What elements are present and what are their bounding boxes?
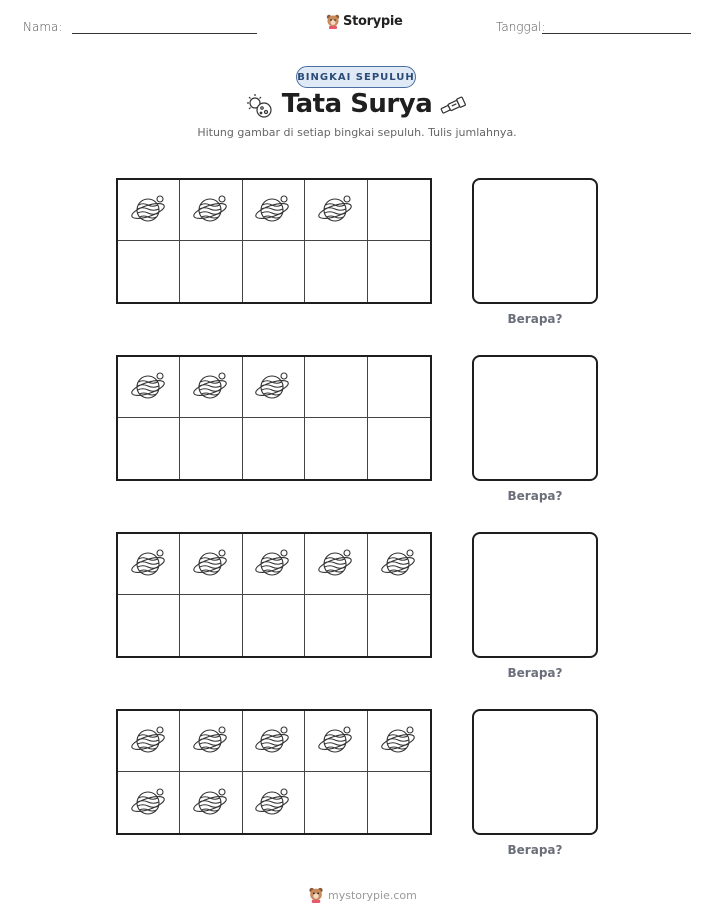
planet-icon (379, 724, 419, 758)
worksheet-badge: BINGKAI SEPULUH (296, 66, 416, 88)
telescope-icon (438, 95, 470, 117)
frame-cell (305, 711, 367, 772)
planet-icon (316, 547, 356, 581)
planet-icon (191, 547, 231, 581)
question-label-4: Berapa? (507, 843, 563, 857)
planet-icon (253, 786, 293, 820)
planet-icon (253, 370, 293, 404)
frame-cell (180, 772, 242, 833)
frame-cell (305, 357, 367, 418)
footer (308, 887, 417, 903)
answer-box-2[interactable] (472, 355, 598, 481)
frame-cell (305, 595, 367, 656)
instructions: Hitung gambar di setiap bingkai sepuluh. Tulis jumlahnya. (197, 126, 517, 139)
planet-icon (316, 724, 356, 758)
planet-icon (379, 547, 419, 581)
planet-icon (316, 193, 356, 227)
frame-cell (243, 180, 305, 241)
footer-url: mystorypie.com (328, 888, 417, 902)
frame-cell (118, 180, 180, 241)
frame-cell (243, 711, 305, 772)
answer-box-3[interactable] (472, 532, 598, 658)
frame-cell (243, 241, 305, 302)
frame-cell (180, 534, 242, 595)
frame-cell (368, 418, 430, 479)
planet-icon (191, 370, 231, 404)
frame-cell (180, 357, 242, 418)
planet-icon (129, 724, 169, 758)
planet-icon (129, 786, 169, 820)
frame-cell (305, 772, 367, 833)
page-title: Tata Surya (281, 89, 433, 119)
question-label-2: Berapa? (507, 489, 563, 503)
planet-icon (191, 193, 231, 227)
frame-cell (368, 241, 430, 302)
frame-cell (118, 418, 180, 479)
question-label-3: Berapa? (507, 666, 563, 680)
frame-cell (180, 241, 242, 302)
frame-cell (180, 595, 242, 656)
frame-cell (368, 357, 430, 418)
storypie-logo (326, 14, 403, 29)
planet-icon (253, 724, 293, 758)
frame-cell (368, 534, 430, 595)
frame-cell (243, 772, 305, 833)
frame-cell (118, 241, 180, 302)
frame-cell (368, 711, 430, 772)
bear-icon (308, 887, 324, 903)
brand-name: Storypie (343, 14, 403, 29)
frame-cell (118, 711, 180, 772)
frame-cell (118, 357, 180, 418)
answer-box-4[interactable] (472, 709, 598, 835)
answer-box-1[interactable] (472, 178, 598, 304)
frame-cell (243, 357, 305, 418)
frame-cell (118, 595, 180, 656)
frame-cell (305, 241, 367, 302)
frame-cell (118, 772, 180, 833)
planet-icon (191, 724, 231, 758)
frame-cell (243, 418, 305, 479)
ten-frame-2 (116, 355, 432, 481)
planet-icon (129, 547, 169, 581)
frame-cell (368, 180, 430, 241)
ten-frame-4 (116, 709, 432, 835)
ten-frame-1 (116, 178, 432, 304)
planet-icon (129, 370, 169, 404)
frame-cell (368, 595, 430, 656)
date-line[interactable] (542, 33, 691, 34)
frame-cell (243, 534, 305, 595)
frame-cell (180, 711, 242, 772)
ten-frame-3 (116, 532, 432, 658)
frame-cell (305, 534, 367, 595)
name-label: Nama: (23, 20, 63, 34)
frame-cell (305, 180, 367, 241)
question-label-1: Berapa? (507, 312, 563, 326)
planet-icon (253, 547, 293, 581)
planet-icon (129, 193, 169, 227)
frame-cell (118, 534, 180, 595)
frame-cell (368, 772, 430, 833)
date-label: Tanggal: (496, 20, 546, 34)
frame-cell (180, 418, 242, 479)
bear-icon (326, 14, 340, 29)
frame-cell (243, 595, 305, 656)
planet-icon (253, 193, 293, 227)
planet-icon (191, 786, 231, 820)
name-line[interactable] (72, 33, 257, 34)
frame-cell (305, 418, 367, 479)
frame-cell (180, 180, 242, 241)
